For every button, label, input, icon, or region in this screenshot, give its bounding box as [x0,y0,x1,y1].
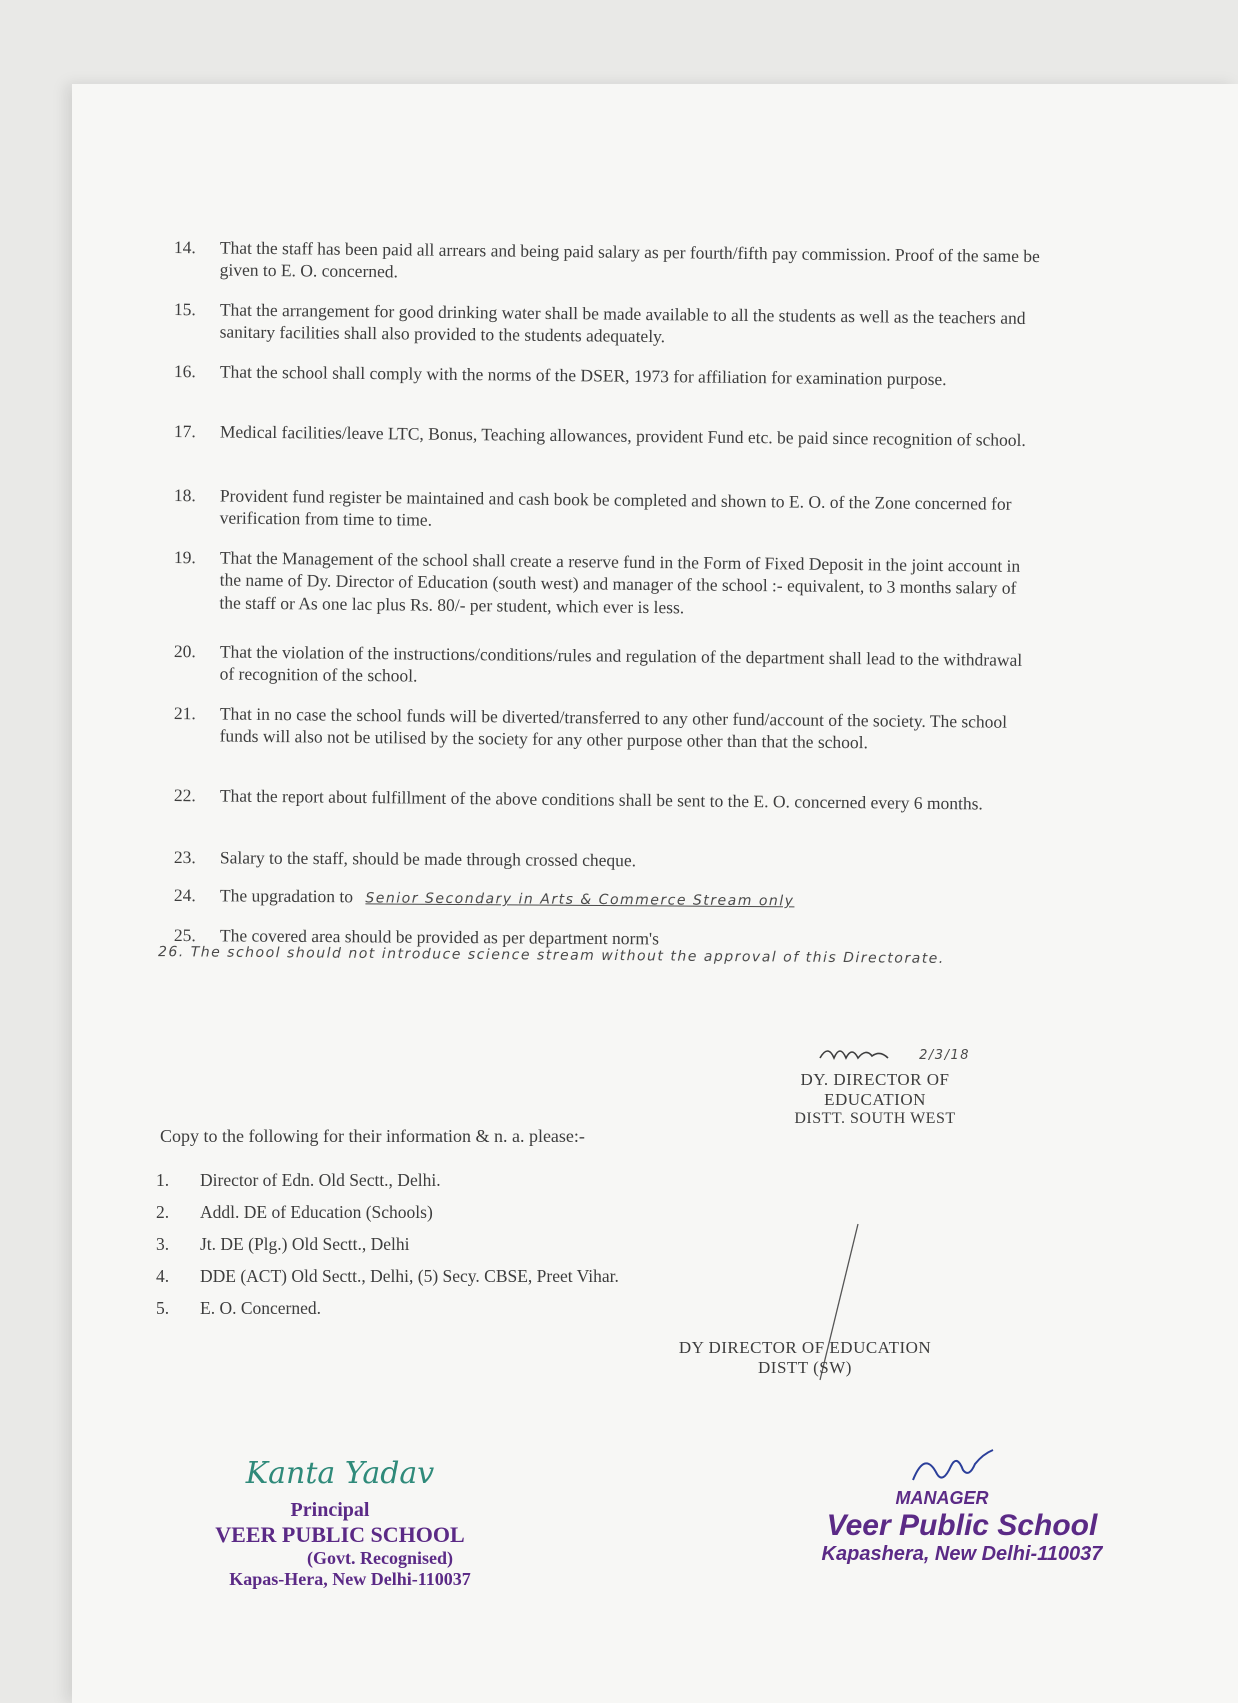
condition-text: That the report about fulfillment of the above conditions shall be sent to the E. O. concerned every 6 months. [219,785,983,814]
signature-block-sw [640,1338,970,1378]
manager-title: MANAGER [895,1488,989,1508]
recipient-text: Addl. DE of Education (Schools) [200,1202,433,1222]
condition-number: 21. [173,702,196,724]
condition-number: 18. [173,484,196,506]
signature-title: DY DIRECTOR OF EDUCATION [678,1338,932,1357]
recipient-number: 4. [156,1266,170,1286]
condition-text: Salary to the staff, should be made through crossed cheque. [219,847,637,871]
manager-signature [907,1448,1017,1488]
condition-text: Provident fund register be maintained and cash book be completed and shown to E. O. of the Zone concerned for verification from time to time. [219,485,1012,531]
condition-text: Medical facilities/leave LTC, Bonus, Teaching allowances, provident Fund etc. be paid since recognition of school. [219,421,1026,450]
signature-date: 2/3/18 [919,1048,970,1063]
recipient-number: 2. [156,1202,170,1222]
condition-printed-text: The upgradation to [219,885,354,907]
recipient-text: Jt. DE (Plg.) Old Sectt., Delhi [200,1234,410,1254]
condition-number: 14. [173,236,196,258]
condition-text: That the staff has been paid all arrears and being paid salary as per fourth/fifth pay commission. Proof of the same be given to E. O. concerned. [219,237,1040,282]
condition-number: 22. [173,784,196,806]
handwritten-condition-26: 26. The school should not introduce science stream without the approval of this Directorate. [157,944,945,967]
condition-number: 23. [173,847,196,868]
condition-number: 24. [173,885,196,906]
condition-number: 17. [173,420,196,442]
recipient-number: 3. [156,1234,170,1254]
condition-number: 16. [173,360,196,382]
signature-title: DY. DIRECTOR OF EDUCATION [800,1070,950,1109]
handwritten-signature [815,1036,935,1070]
recipient-text: E. O. Concerned. [200,1298,322,1318]
recipient-text: Director of Edn. Old Sectt., Delhi. [200,1170,441,1190]
condition-text: That the school shall comply with the norms of the DSER, 1973 for affiliation for examination purpose. [219,361,947,390]
condition-text: That the Management of the school shall create a reserve fund in the Form of Fixed Deposit in the joint account in the name of Dy. Director of Education (south west) and manager of the school :- equivalent, to 3 months salary of the staff or As one lac plus Rs. 80/- per student, which ever is less. [219,547,1021,618]
manager-school-name: Veer Public School [826,1509,1098,1542]
school-name: VEER PUBLIC SCHOOL [215,1522,465,1547]
school-address: Kapas-Hera, New Delhi-110037 [229,1569,471,1589]
condition-text: That the arrangement for good drinking water shall be made available to all the students as well as the teachers and sanitary facilities shall also provided to the students adequately. [219,299,1026,347]
condition-number: 15. [173,298,196,320]
recipient-number: 5. [156,1298,170,1318]
signature-district: DISTT (SW) [758,1358,852,1377]
copy-to-heading: Copy to the following for their information & n. a. please:- [160,1126,585,1146]
principal-signature: Kanta Yadav [245,1456,435,1491]
signature-district: DISTT. SOUTH WEST [794,1110,956,1127]
principal-stamp [200,1456,540,1590]
recognition-note: (Govt. Recognised) [307,1548,453,1568]
condition-number: 19. [173,546,196,568]
condition-number: 25. [173,925,196,946]
manager-stamp [792,1448,1132,1566]
condition-number: 20. [173,640,196,662]
condition-text: The covered area should be provided as per department norm's [219,925,660,949]
signature-block-south-west [760,1036,990,1128]
handwritten-note: Senior Secondary in Arts & Commerce Stream only [365,890,795,910]
recipient-number: 1. [156,1170,170,1190]
condition-text: That the violation of the instructions/conditions/rules and regulation of the department shall lead to the withdrawal of recognition of the school. [219,641,1023,686]
manager-address: Kapashera, New Delhi-110037 [821,1543,1103,1565]
principal-title: Principal [290,1499,370,1521]
recipient-text: DDE (ACT) Old Sectt., Delhi, (5) Secy. CBSE, Preet Vihar. [200,1266,619,1286]
condition-text: That in no case the school funds will be diverted/transferred to any other fund/account of the society. The school funds will also not be utilised by the society for any other purpose other than that the school. [219,703,1008,753]
